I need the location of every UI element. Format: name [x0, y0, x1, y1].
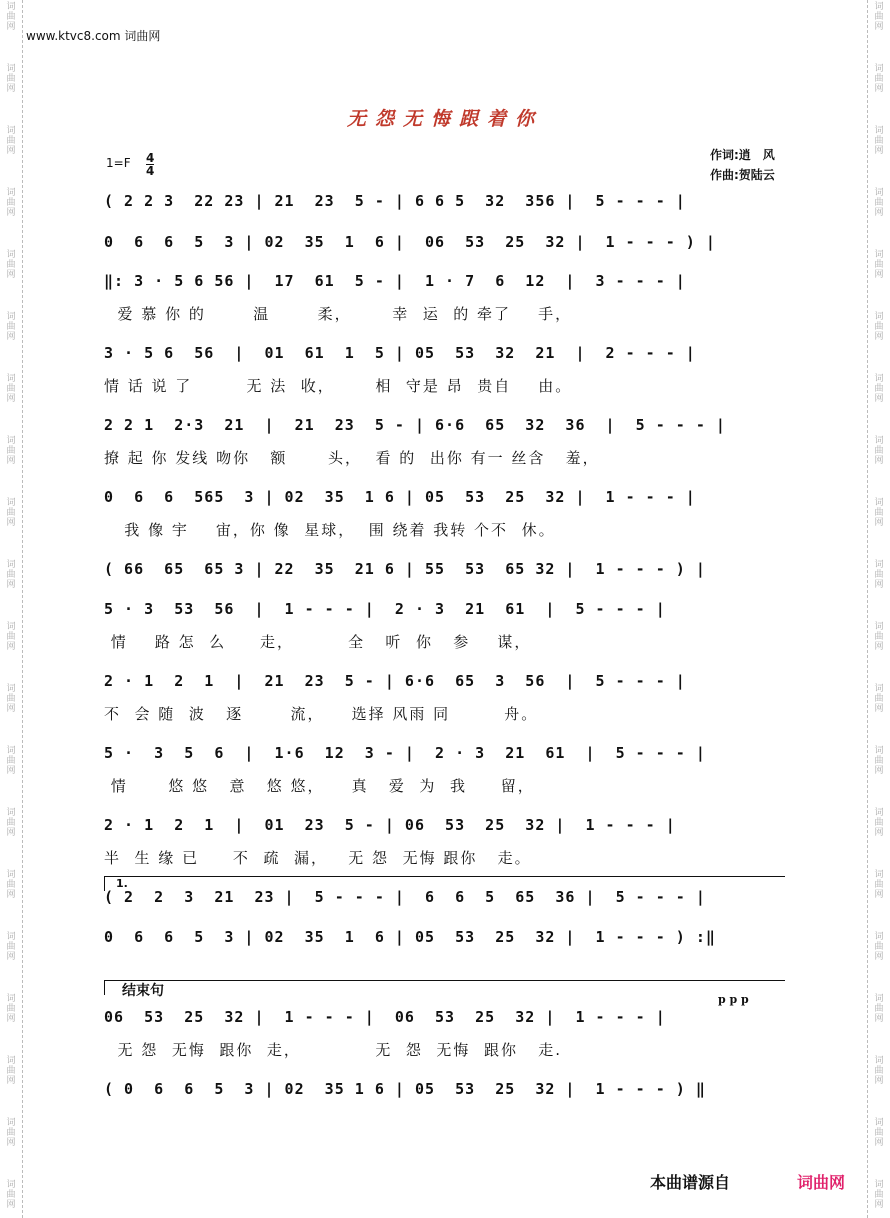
composer-credit: 作曲:贺陆云: [710, 168, 775, 182]
watermark-text: 词 曲 网: [874, 808, 884, 838]
watermark-text: 词 曲 网: [6, 932, 16, 962]
notation-line: 0 6 6 5 3 | 02 35 1 6 | 05 53 25 32 | 1 - - - ) :‖: [104, 928, 716, 946]
watermark-text: 词 曲 网: [874, 126, 884, 156]
watermark-text: 词 曲 网: [6, 1180, 16, 1210]
watermark-text: 词 曲 网: [874, 746, 884, 776]
watermark-text: 词 曲 网: [874, 684, 884, 714]
notation-line: ( 66 65 65 3 | 22 35 21 6 | 55 53 65 32 | 1 - - - ) |: [104, 560, 706, 578]
watermark-text: 词 曲 网: [6, 64, 16, 94]
lyric-line: 爱 慕 你 的 温 柔， 幸 运 的 牵了 手，: [104, 305, 573, 323]
site-url[interactable]: www.ktvc8.com 词曲网: [26, 29, 161, 43]
lyric-line: 情 路 怎 么 走， 全 听 你 参 谋，: [104, 633, 532, 651]
watermark-text: 词 曲 网: [874, 932, 884, 962]
dynamics-marking: p p p: [718, 993, 749, 1006]
right-margin-strip: [867, 0, 890, 1218]
coda-bracket: [104, 980, 785, 995]
watermark-text: 词 曲 网: [874, 1180, 884, 1210]
watermark-text: 词 曲 网: [874, 560, 884, 590]
time-signature: [146, 152, 154, 177]
lyric-line: 撩 起 你 发线 吻你 额 头， 看 的 出你 有一 丝含 羞，: [104, 449, 600, 467]
watermark-text: 词 曲 网: [6, 250, 16, 280]
watermark-text: 词 曲 网: [874, 1118, 884, 1148]
notation-line: 0 6 6 565 3 | 02 35 1 6 | 05 53 25 32 | 1 - - - |: [104, 488, 696, 506]
watermark-text: 词 曲 网: [874, 250, 884, 280]
watermark-text: 词 曲 网: [874, 188, 884, 218]
watermark-text: 词 曲 网: [874, 436, 884, 466]
first-ending-label: 1.: [116, 877, 128, 890]
notation-line: 3 · 5 6 56 | 01 61 1 5 | 05 53 32 21 | 2 - - - |: [104, 344, 696, 362]
lyric-line: 情 悠 悠 意 悠 悠， 真 爱 为 我 留，: [104, 777, 535, 795]
watermark-text: 词 曲 网: [6, 2, 16, 32]
meter-bottom: 4: [146, 164, 155, 178]
watermark-text: 词 曲 网: [6, 436, 16, 466]
watermark-text: 词 曲 网: [874, 1056, 884, 1086]
lyric-line: 不 会 随 波 逐 流， 选择 风雨 同 舟。: [104, 705, 539, 723]
watermark-text: 词 曲 网: [6, 560, 16, 590]
key-signature: 1=F: [106, 156, 131, 170]
watermark-text: 词 曲 网: [6, 746, 16, 776]
lyricist-credit: 作词:逍 风: [710, 148, 775, 162]
meter-top: 4: [146, 151, 155, 165]
notation-line: ‖: 3 · 5 6 56 | 17 61 5 - | 1 · 7 6 12 | 3 - - - |: [104, 272, 686, 290]
notation-line: 5 · 3 53 56 | 1 - - - | 2 · 3 21 61 | 5 - - - |: [104, 600, 666, 618]
watermark-text: 词 曲 网: [6, 684, 16, 714]
watermark-text: 词 曲 网: [6, 622, 16, 652]
lyric-line: 我 像 宇 宙，你 像 星球， 围 绕着 我转 个不 休。: [104, 521, 556, 539]
watermark-text: 词 曲 网: [874, 622, 884, 652]
watermark-text: 词 曲 网: [874, 312, 884, 342]
source-note: 本曲谱源自: [650, 1173, 731, 1192]
watermark-text: 词 曲 网: [6, 498, 16, 528]
song-title: 无怨无悔跟着你: [346, 108, 543, 130]
notation-line: 5 · 3 5 6 | 1·6 12 3 - | 2 · 3 21 61 | 5 - - - |: [104, 744, 706, 762]
watermark-text: 词 曲 网: [874, 64, 884, 94]
notation-line: ( 0 6 6 5 3 | 02 35 1 6 | 05 53 25 32 | 1 - - - ) ‖: [104, 1080, 706, 1098]
watermark-text: 词 曲 网: [874, 498, 884, 528]
watermark-text: 词 曲 网: [6, 374, 16, 404]
watermark-text: 词 曲 网: [874, 870, 884, 900]
notation-line: 2 · 1 2 1 | 21 23 5 - | 6·6 65 3 56 | 5 - - - |: [104, 672, 686, 690]
watermark-text: 词 曲 网: [6, 1118, 16, 1148]
watermark-text: 词 曲 网: [6, 870, 16, 900]
coda-label: 结束句: [122, 983, 164, 999]
notation-line: 06 53 25 32 | 1 - - - | 06 53 25 32 | 1 - - - |: [104, 1008, 666, 1026]
lyric-line: 无 怨 无悔 跟你 走， 无 怨 无悔 跟你 走.: [104, 1041, 563, 1059]
watermark-text: 词 曲 网: [6, 1056, 16, 1086]
lyric-line: 情 话 说 了 无 法 收， 相 守是 昂 贵自 由。: [104, 377, 573, 395]
watermark-text: 词 曲 网: [874, 374, 884, 404]
watermark-text: 词 曲 网: [6, 808, 16, 838]
notation-line: 0 6 6 5 3 | 02 35 1 6 | 06 53 25 32 | 1 - - - ) |: [104, 233, 716, 251]
watermark-text: 词 曲 网: [6, 994, 16, 1024]
lyric-line: 半 生 缘 已 不 疏 漏， 无 怨 无悔 跟你 走。: [104, 849, 532, 867]
notation-line: ( 2 2 3 21 23 | 5 - - - | 6 6 5 65 36 | 5 - - - |: [104, 888, 706, 906]
watermark-text: 词 曲 网: [6, 188, 16, 218]
brand-link[interactable]: 词曲网: [797, 1173, 846, 1192]
notation-line: 2 2 1 2·3 21 | 21 23 5 - | 6·6 65 32 36 | 5 - - - |: [104, 416, 726, 434]
watermark-text: 词 曲 网: [6, 126, 16, 156]
watermark-text: 词 曲 网: [874, 2, 884, 32]
notation-line: 2 · 1 2 1 | 01 23 5 - | 06 53 25 32 | 1 - - - |: [104, 816, 676, 834]
watermark-text: 词 曲 网: [6, 312, 16, 342]
left-margin-strip: [0, 0, 23, 1218]
watermark-text: 词 曲 网: [874, 994, 884, 1024]
notation-line: ( 2 2 3 22 23 | 21 23 5 - | 6 6 5 32 356 | 5 - - - |: [104, 192, 686, 210]
